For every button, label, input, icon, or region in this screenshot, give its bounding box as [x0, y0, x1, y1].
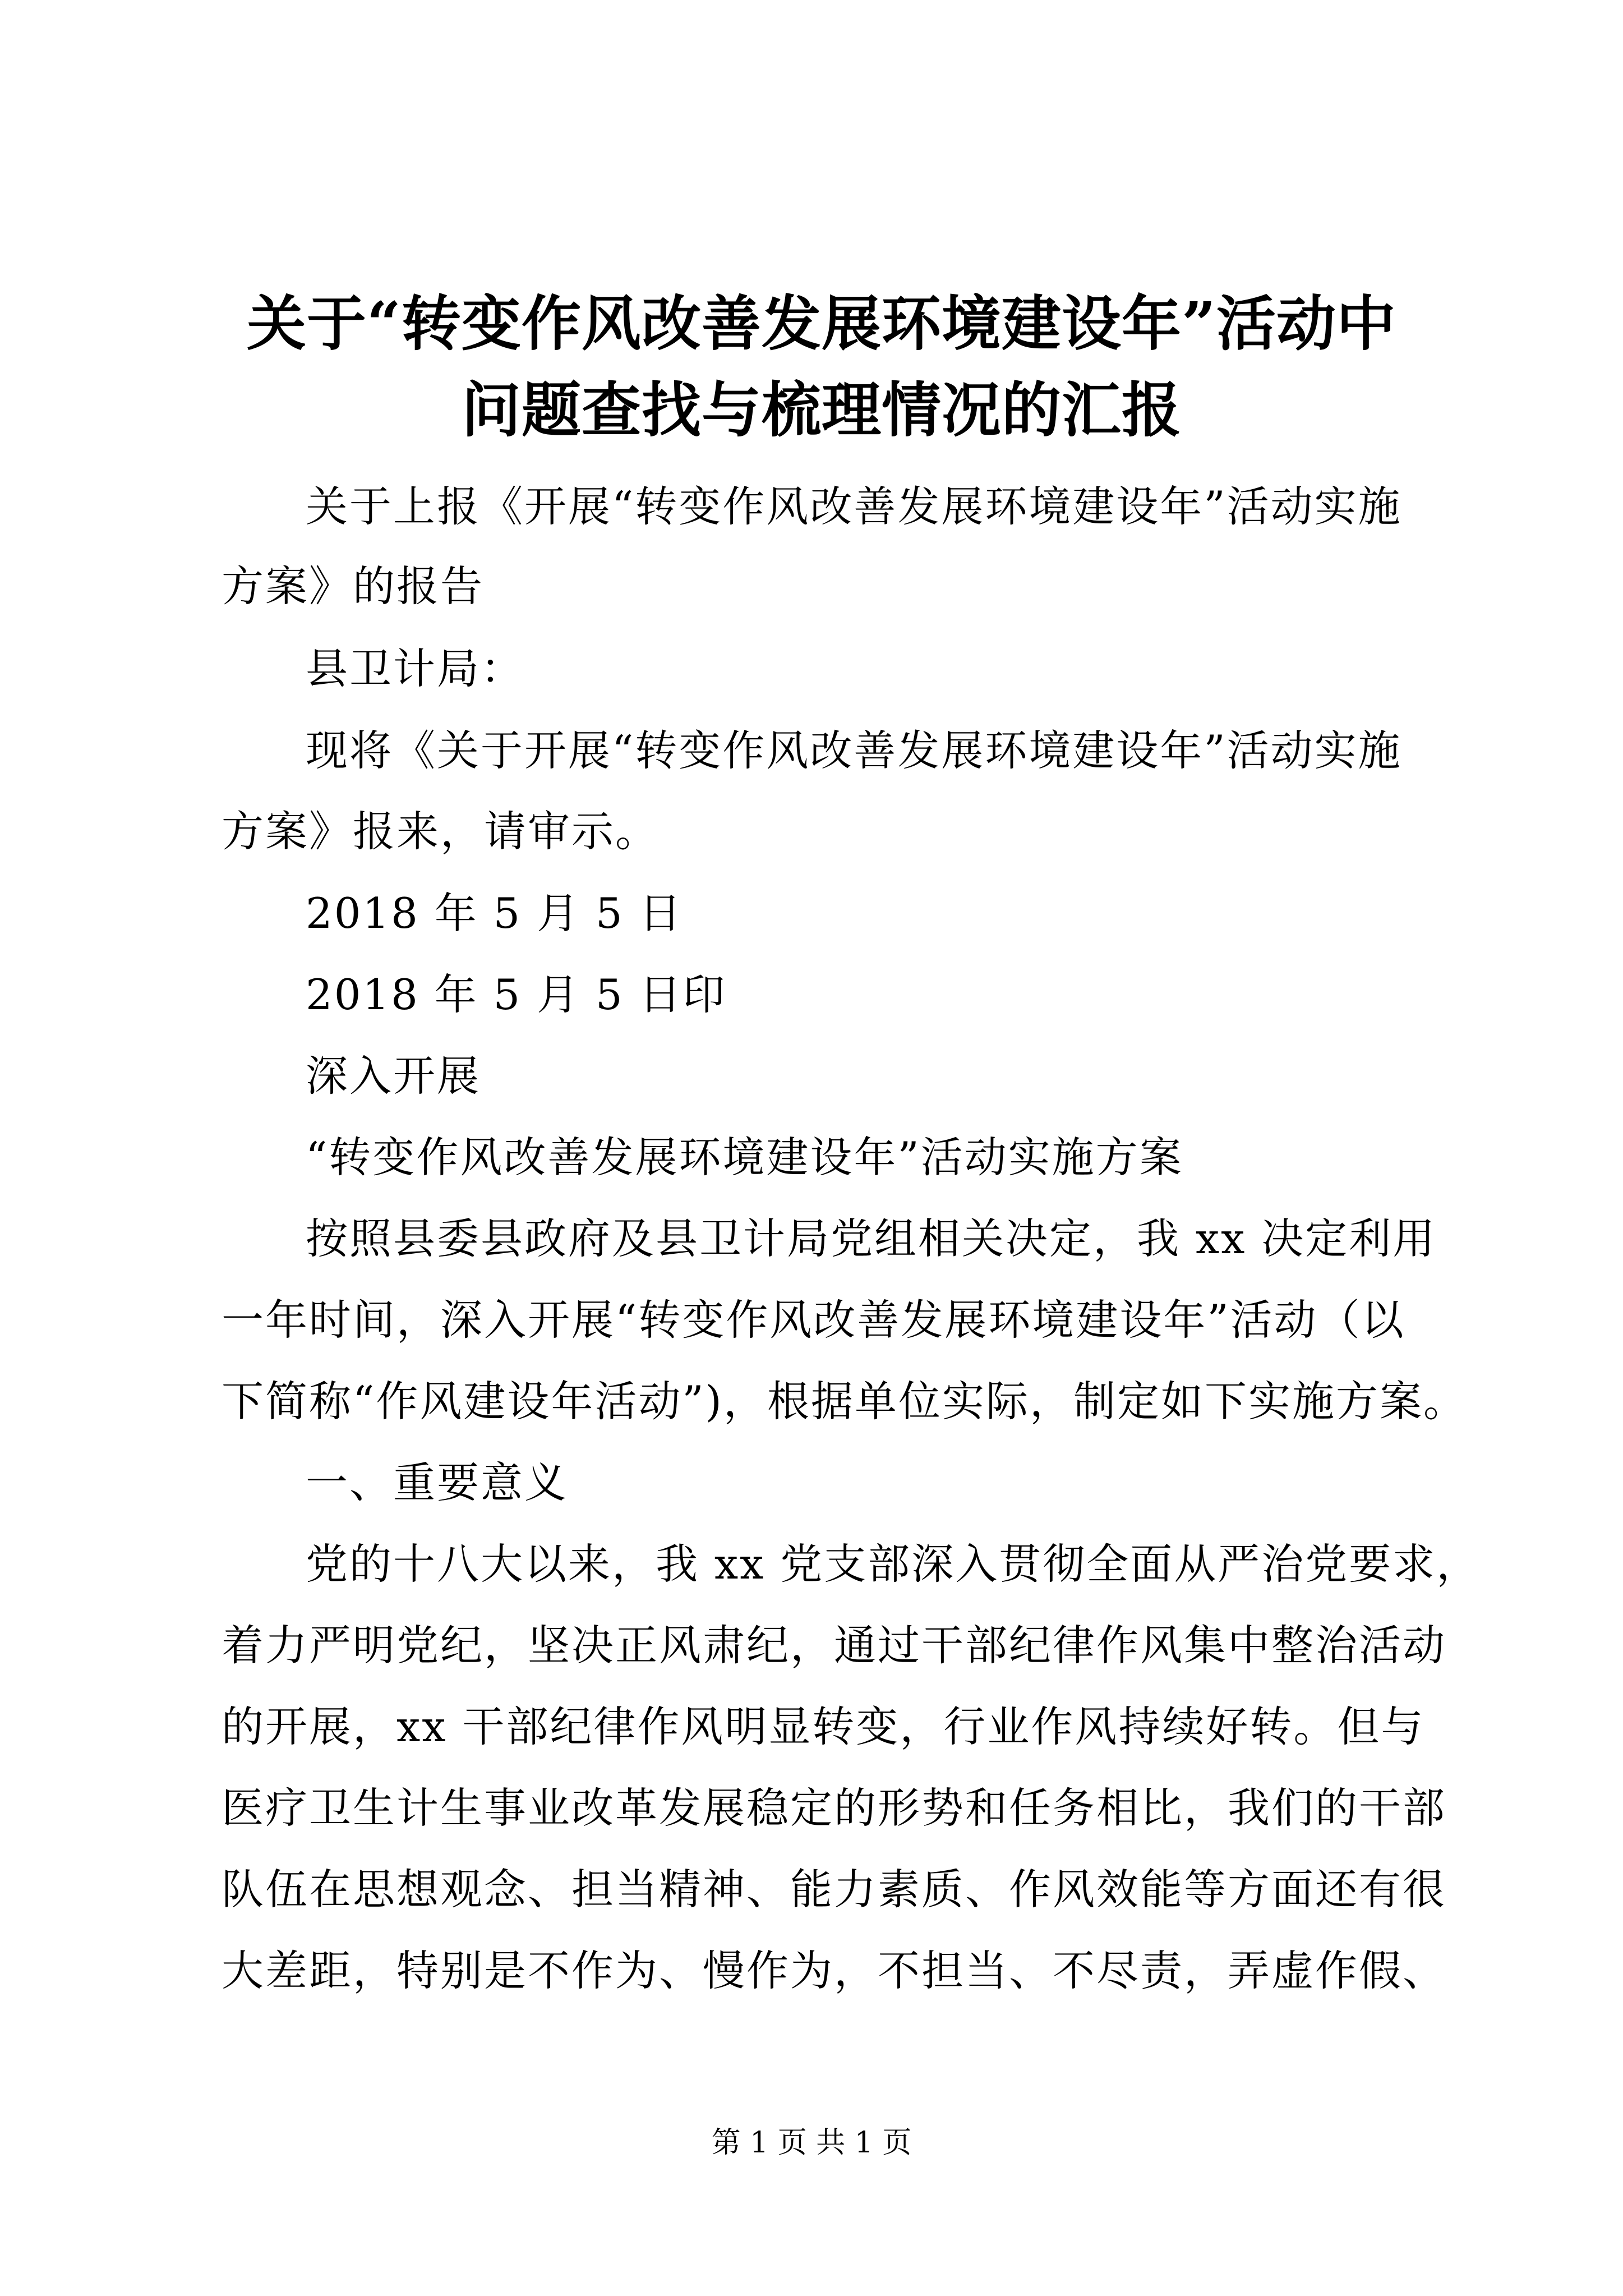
page-footer: 第 1 页 共 1 页	[711, 2126, 912, 2160]
paragraph-10-line-3: 的开展，xx 干部纪律作风明显转变，行业作风持续好转。但与	[222, 1702, 1425, 1751]
paragraph-10-line-1: 党的十八大以来，我 xx 党支部深入贯彻全面从严治党要求，	[306, 1539, 1481, 1589]
paragraph-3-line-1: 现将《关于开展“转变作风改善发展环境建设年”活动实施	[306, 726, 1402, 775]
paragraph-10-line-5: 队伍在思想观念、担当精神、能力素质、作风效能等方面还有很	[222, 1865, 1447, 1914]
paragraph-8-line-2: 一年时间，深入开展“转变作风改善发展环境建设年”活动（以	[222, 1295, 1405, 1345]
paragraph-plan-title: “转变作风改善发展环境建设年”活动实施方案	[306, 1133, 1183, 1182]
title-line-1: 关于“转变作风改善发展环境建设年”活动中	[247, 288, 1396, 358]
paragraph-10-line-6: 大差距，特别是不作为、慢作为，不担当、不尽责，弄虚作假、	[222, 1946, 1447, 1995]
paragraph-8-line-3: 下简称“作风建设年活动”)，根据单位实际，制定如下实施方案。	[222, 1377, 1467, 1426]
document-title	[222, 280, 1422, 453]
paragraph-section-heading: 深入开展	[306, 1051, 481, 1101]
title-line-2: 问题查找与梳理情况的汇报	[462, 375, 1182, 445]
paragraph-3-line-2: 方案》报来，请审示。	[222, 807, 660, 856]
paragraph-10-line-4: 医疗卫生计生事业改革发展稳定的形势和任务相比，我们的干部	[222, 1783, 1447, 1833]
paragraph-1-line-1: 关于上报《开展“转变作风改善发展环境建设年”活动实施	[306, 482, 1402, 531]
paragraph-1-line-2: 方案》的报告	[222, 562, 485, 611]
paragraph-2: 县卫计局：	[306, 644, 525, 693]
paragraph-8-line-1: 按照县委县政府及县卫计局党组相关决定，我 xx 决定利用	[306, 1214, 1437, 1263]
paragraph-10-line-2: 着力严明党纪，坚决正风肃纪，通过干部纪律作风集中整治活动	[222, 1621, 1447, 1670]
paragraph-date-printed: 2018 年 5 月 5 日印	[306, 970, 727, 1019]
section-heading-1: 一、重要意义	[306, 1458, 569, 1507]
paragraph-date: 2018 年 5 月 5 日	[306, 889, 683, 938]
